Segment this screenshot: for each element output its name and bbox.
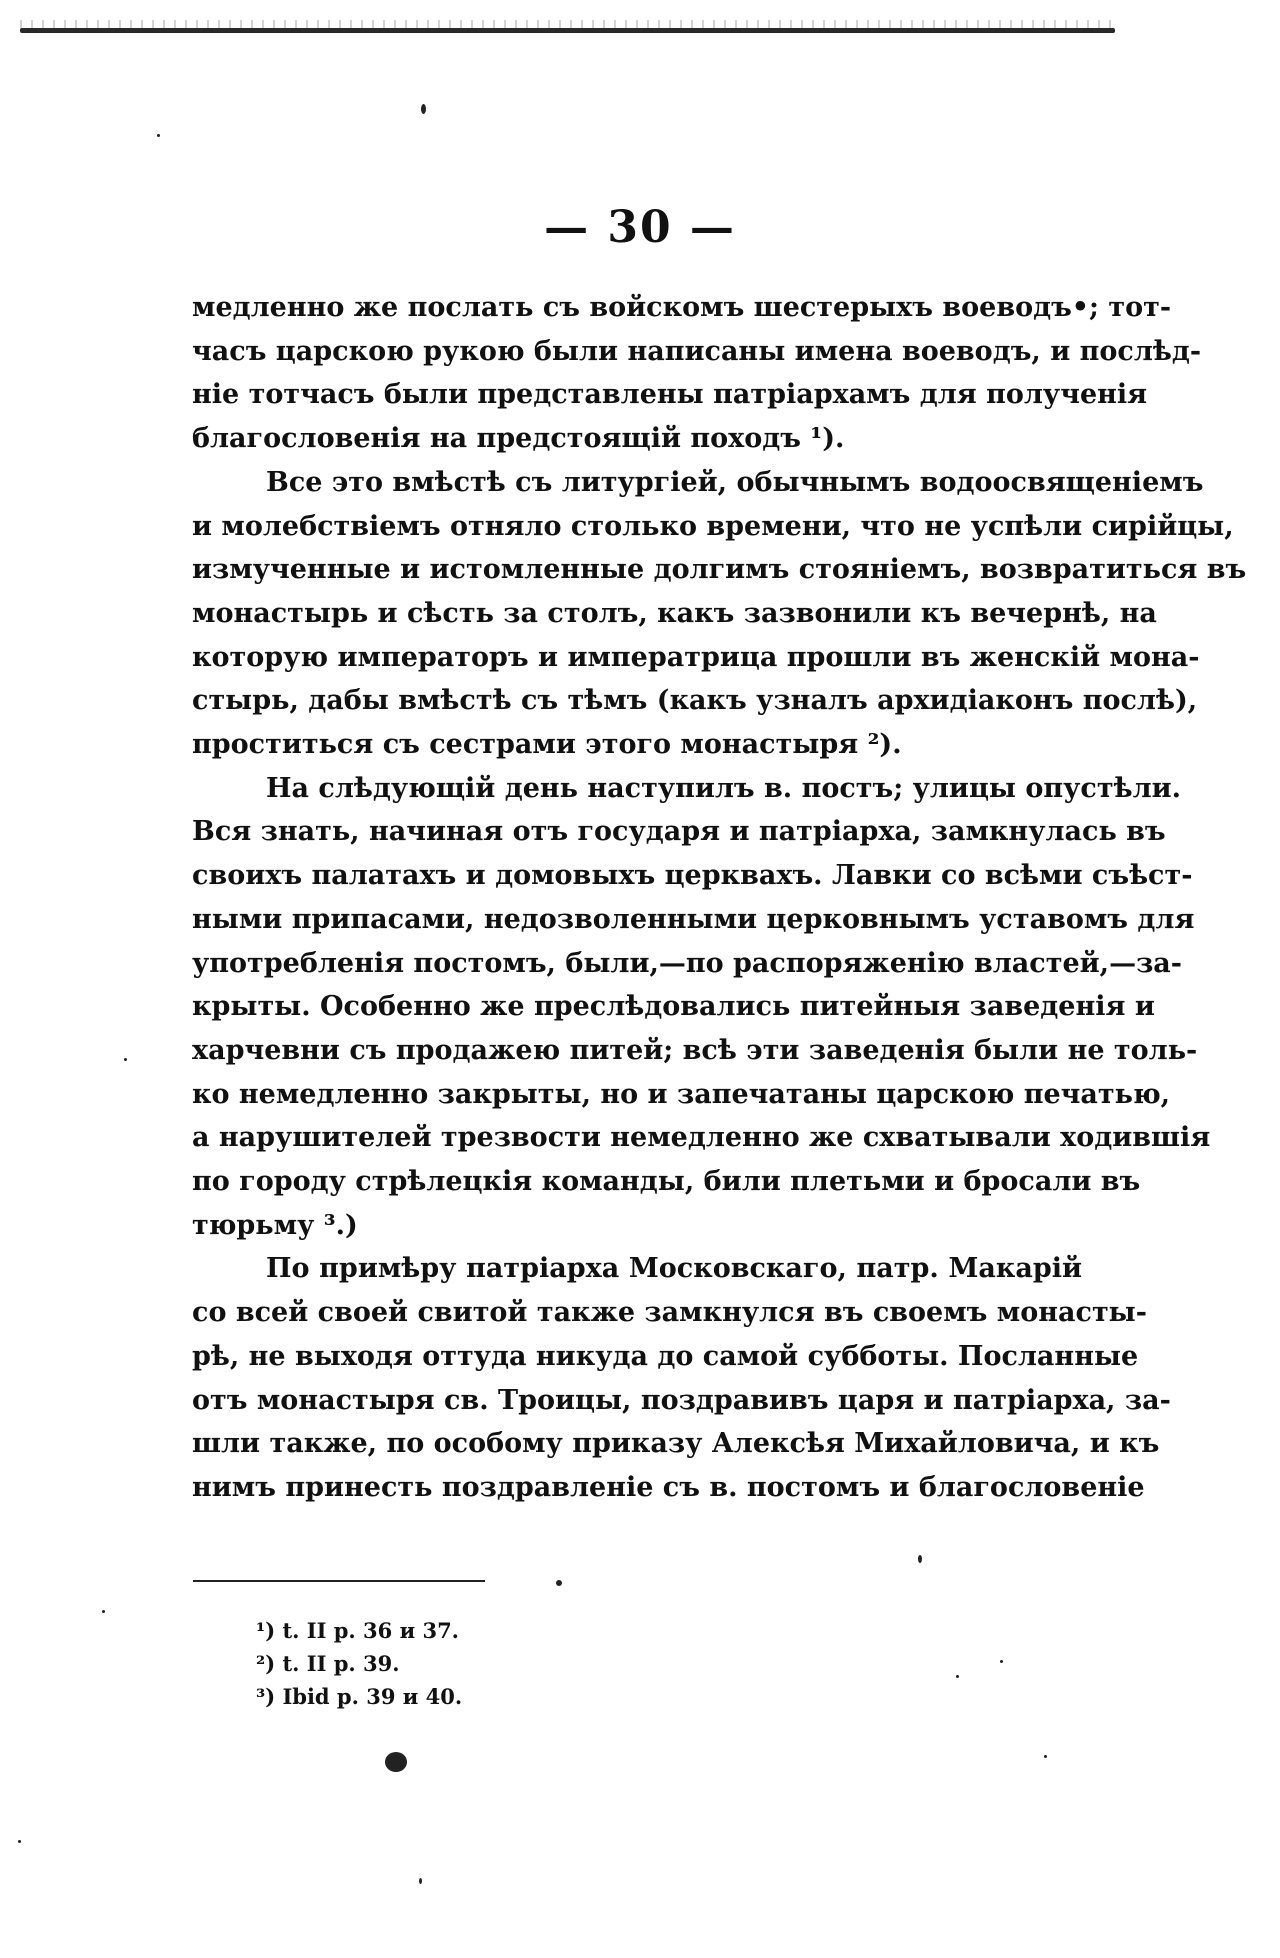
footnote: ¹) t. II p. 36 и 37. xyxy=(256,1618,459,1643)
text-line: своихъ палатахъ и домовыхъ церквахъ. Лавки со всѣми съѣст- xyxy=(192,860,1193,892)
footnote-divider xyxy=(193,1580,485,1582)
footnote: ³) Ibid p. 39 и 40. xyxy=(256,1684,463,1709)
text-line: часъ царскою рукою были написаны имена воеводъ, и послѣд- xyxy=(192,335,1202,367)
text-line: На слѣдующій день наступилъ в. постъ; улицы опустѣли. xyxy=(266,772,1182,804)
text-line: которую императоръ и императрица прошли въ женскій мона- xyxy=(192,641,1200,673)
text-line: монастырь и сѣсть за столъ, какъ зазвонили къ вечернѣ, на xyxy=(192,597,1157,629)
text-line: Вся знать, начиная отъ государя и патріарха, замкнулась въ xyxy=(192,816,1166,848)
text-line: измученные и истомленные долгимъ стояніемъ, возвратиться въ xyxy=(192,554,1247,586)
text-line: ко немедленно закрыты, но и запечатаны царскою печатью, xyxy=(192,1078,1171,1110)
text-line: употребленія постомъ, были,—по распоряженію властей,—за- xyxy=(192,947,1183,979)
top-edge-rule xyxy=(20,28,1115,33)
text-line: крыты. Особенно же преслѣдовались питейныя заведенія и xyxy=(192,991,1155,1023)
text-line: тюрьму ³.) xyxy=(192,1209,358,1241)
ink-speck xyxy=(124,1058,127,1061)
text-line: медленно же послать съ войскомъ шестерыхъ воеводъ•; тот- xyxy=(192,292,1172,323)
footnotes xyxy=(256,1614,462,1713)
ink-speck xyxy=(918,1555,922,1563)
ink-speck xyxy=(421,104,426,114)
text-line: а нарушителей трезвости немедленно же схватывали ходившія xyxy=(192,1122,1211,1154)
page-number: — 30 — xyxy=(544,202,736,253)
text-line: и молебствіемъ отняло столько времени, что не успѣли сирійцы, xyxy=(192,510,1234,542)
ink-speck xyxy=(18,1840,21,1843)
footnote: ²) t. II p. 39. xyxy=(256,1651,400,1676)
text-line: со всей своей свитой также замкнулся въ своемъ монасты- xyxy=(192,1297,1147,1329)
text-line: ніе тотчасъ были представлены патріархамъ для полученія xyxy=(192,379,1148,411)
ink-speck xyxy=(385,1752,407,1772)
text-line: проститься съ сестрами этого монастыря ²). xyxy=(192,729,902,761)
ink-speck xyxy=(1044,1755,1047,1758)
text-line: Все это вмѣстѣ съ литургіей, обычнымъ водоосвященіемъ xyxy=(266,466,1204,498)
ink-speck xyxy=(102,1610,105,1613)
ink-speck xyxy=(1000,1660,1003,1663)
text-line: ными припасами, недозволенными церковнымъ уставомъ для xyxy=(192,903,1195,935)
text-line: рѣ, не выходя оттуда никуда до самой субботы. Посланные xyxy=(192,1340,1139,1372)
ink-speck xyxy=(956,1675,959,1678)
text-line: По примѣру патріарха Московскаго, патр. Макарій xyxy=(266,1253,1082,1285)
text-line: шли также, по особому приказу Алексѣя Михайловича, и къ xyxy=(192,1428,1160,1460)
ink-speck xyxy=(157,134,160,137)
text-line: благословенія на предстоящій походъ ¹). xyxy=(192,423,845,455)
text-line: стырь, дабы вмѣстѣ съ тѣмъ (какъ узналъ архидіаконъ послѣ), xyxy=(192,685,1198,717)
top-edge-speckle xyxy=(20,20,1120,28)
text-line: нимъ принесть поздравленіе съ в. постомъ и благословеніе xyxy=(192,1471,1145,1503)
ink-speck xyxy=(419,1878,422,1884)
text-line: отъ монастыря св. Троицы, поздравивъ царя и патріарха, за- xyxy=(192,1384,1171,1416)
ink-speck xyxy=(556,1580,562,1586)
text-line: по городу стрѣлецкія команды, били плетьми и бросали въ xyxy=(192,1166,1141,1198)
text-line: харчевни съ продажею питей; всѣ эти заведенія были не толь- xyxy=(192,1034,1198,1066)
body-text xyxy=(192,286,1247,1510)
